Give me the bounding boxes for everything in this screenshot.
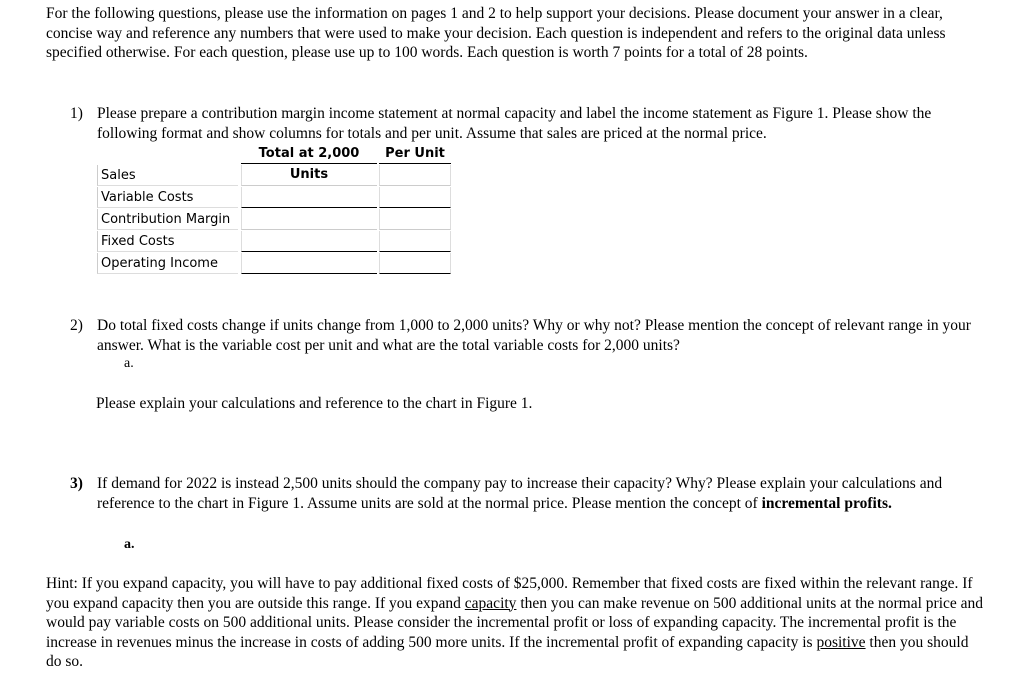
intro-paragraph: For the following questions, please use the information on pages 1 and 2 to help support your decisions. Please document your answer in a clear, concise way and reference any numbers that were used to make your decision. Each question is independent and refers to the original data unless specified otherwise. For each question, please use up to 100 words. Each question is worth 7 points for a total of 28 points.	[46, 5, 946, 62]
cell-per-unit	[379, 253, 451, 274]
cell-total	[241, 253, 377, 274]
row-label-fixed-costs: Fixed Costs	[97, 231, 238, 252]
row-label-operating-income: Operating Income	[97, 253, 238, 274]
cell-total	[241, 187, 377, 208]
cell-per-unit	[379, 231, 451, 252]
question-1-text: Please prepare a contribution margin income statement at normal capacity and label the income statement as Figure 1. Please show the following format and show columns for totals and per unit. Assume that sales are priced at the normal price.	[97, 105, 932, 142]
question-3-bold-tail: incremental profits.	[761, 494, 892, 512]
question-3-text	[97, 474, 990, 513]
cell-per-unit	[379, 187, 451, 208]
row-label-contribution-margin: Contribution Margin	[97, 209, 238, 230]
question-1	[70, 104, 990, 143]
hint-paragraph	[46, 574, 986, 672]
row-label-sales: Sales	[97, 165, 238, 186]
question-3-sub-a: a.	[124, 537, 135, 552]
question-2	[70, 316, 990, 355]
question-3-main-text: If demand for 2022 is instead 2,500 units should the company pay to increase their capacity? Why? Please explain your calculations and reference to the chart in Figure 1. Assume units are sold at the normal price. Please mention the concept of	[97, 475, 943, 512]
question-1-number: 1)	[70, 105, 83, 122]
question-2-explain: Please explain your calculations and reference to the chart in Figure 1.	[96, 395, 533, 412]
row-label-variable-costs: Variable Costs	[97, 187, 238, 208]
hint-part-3: then you should do so.	[46, 633, 969, 671]
cell-total	[241, 231, 377, 252]
question-2-text: Do total fixed costs change if units change from 1,000 to 2,000 units? Why or why not? Please mention the concept of relevant range in your answer. What is the variable cost per unit and what are the total variable costs for 2,000 units?	[97, 317, 971, 354]
hint-part-2: then you can make revenue on 500 additional units at the normal price and would pay variable costs on 500 additional units. Please consider the incremental profit or loss of expanding capacity. The incremental profit is the increase in revenues minus the increase in costs of adding 500 more units. If the incremental profit of expanding capacity is	[46, 594, 984, 651]
hint-part-1: Hint: If you expand capacity, you will have to pay additional fixed costs of $25,000. Remember that fixed costs are fixed within the relevant range. If you expand capacity then you are outside this range. If you expand	[46, 575, 973, 612]
cell-total	[241, 209, 377, 230]
hint-positive-link[interactable]: positive	[816, 633, 866, 651]
question-2-sub-a: a.	[124, 356, 134, 371]
question-3-number: 3)	[70, 475, 83, 492]
header-per-unit: Per Unit	[379, 143, 451, 164]
cell-per-unit	[379, 165, 451, 186]
cell-total	[241, 165, 377, 186]
question-3	[70, 474, 990, 513]
cell-per-unit	[379, 209, 451, 230]
header-total: Total at 2,000 Units	[241, 143, 377, 164]
question-2-number: 2)	[70, 317, 83, 334]
hint-capacity-link[interactable]: capacity	[464, 594, 517, 612]
